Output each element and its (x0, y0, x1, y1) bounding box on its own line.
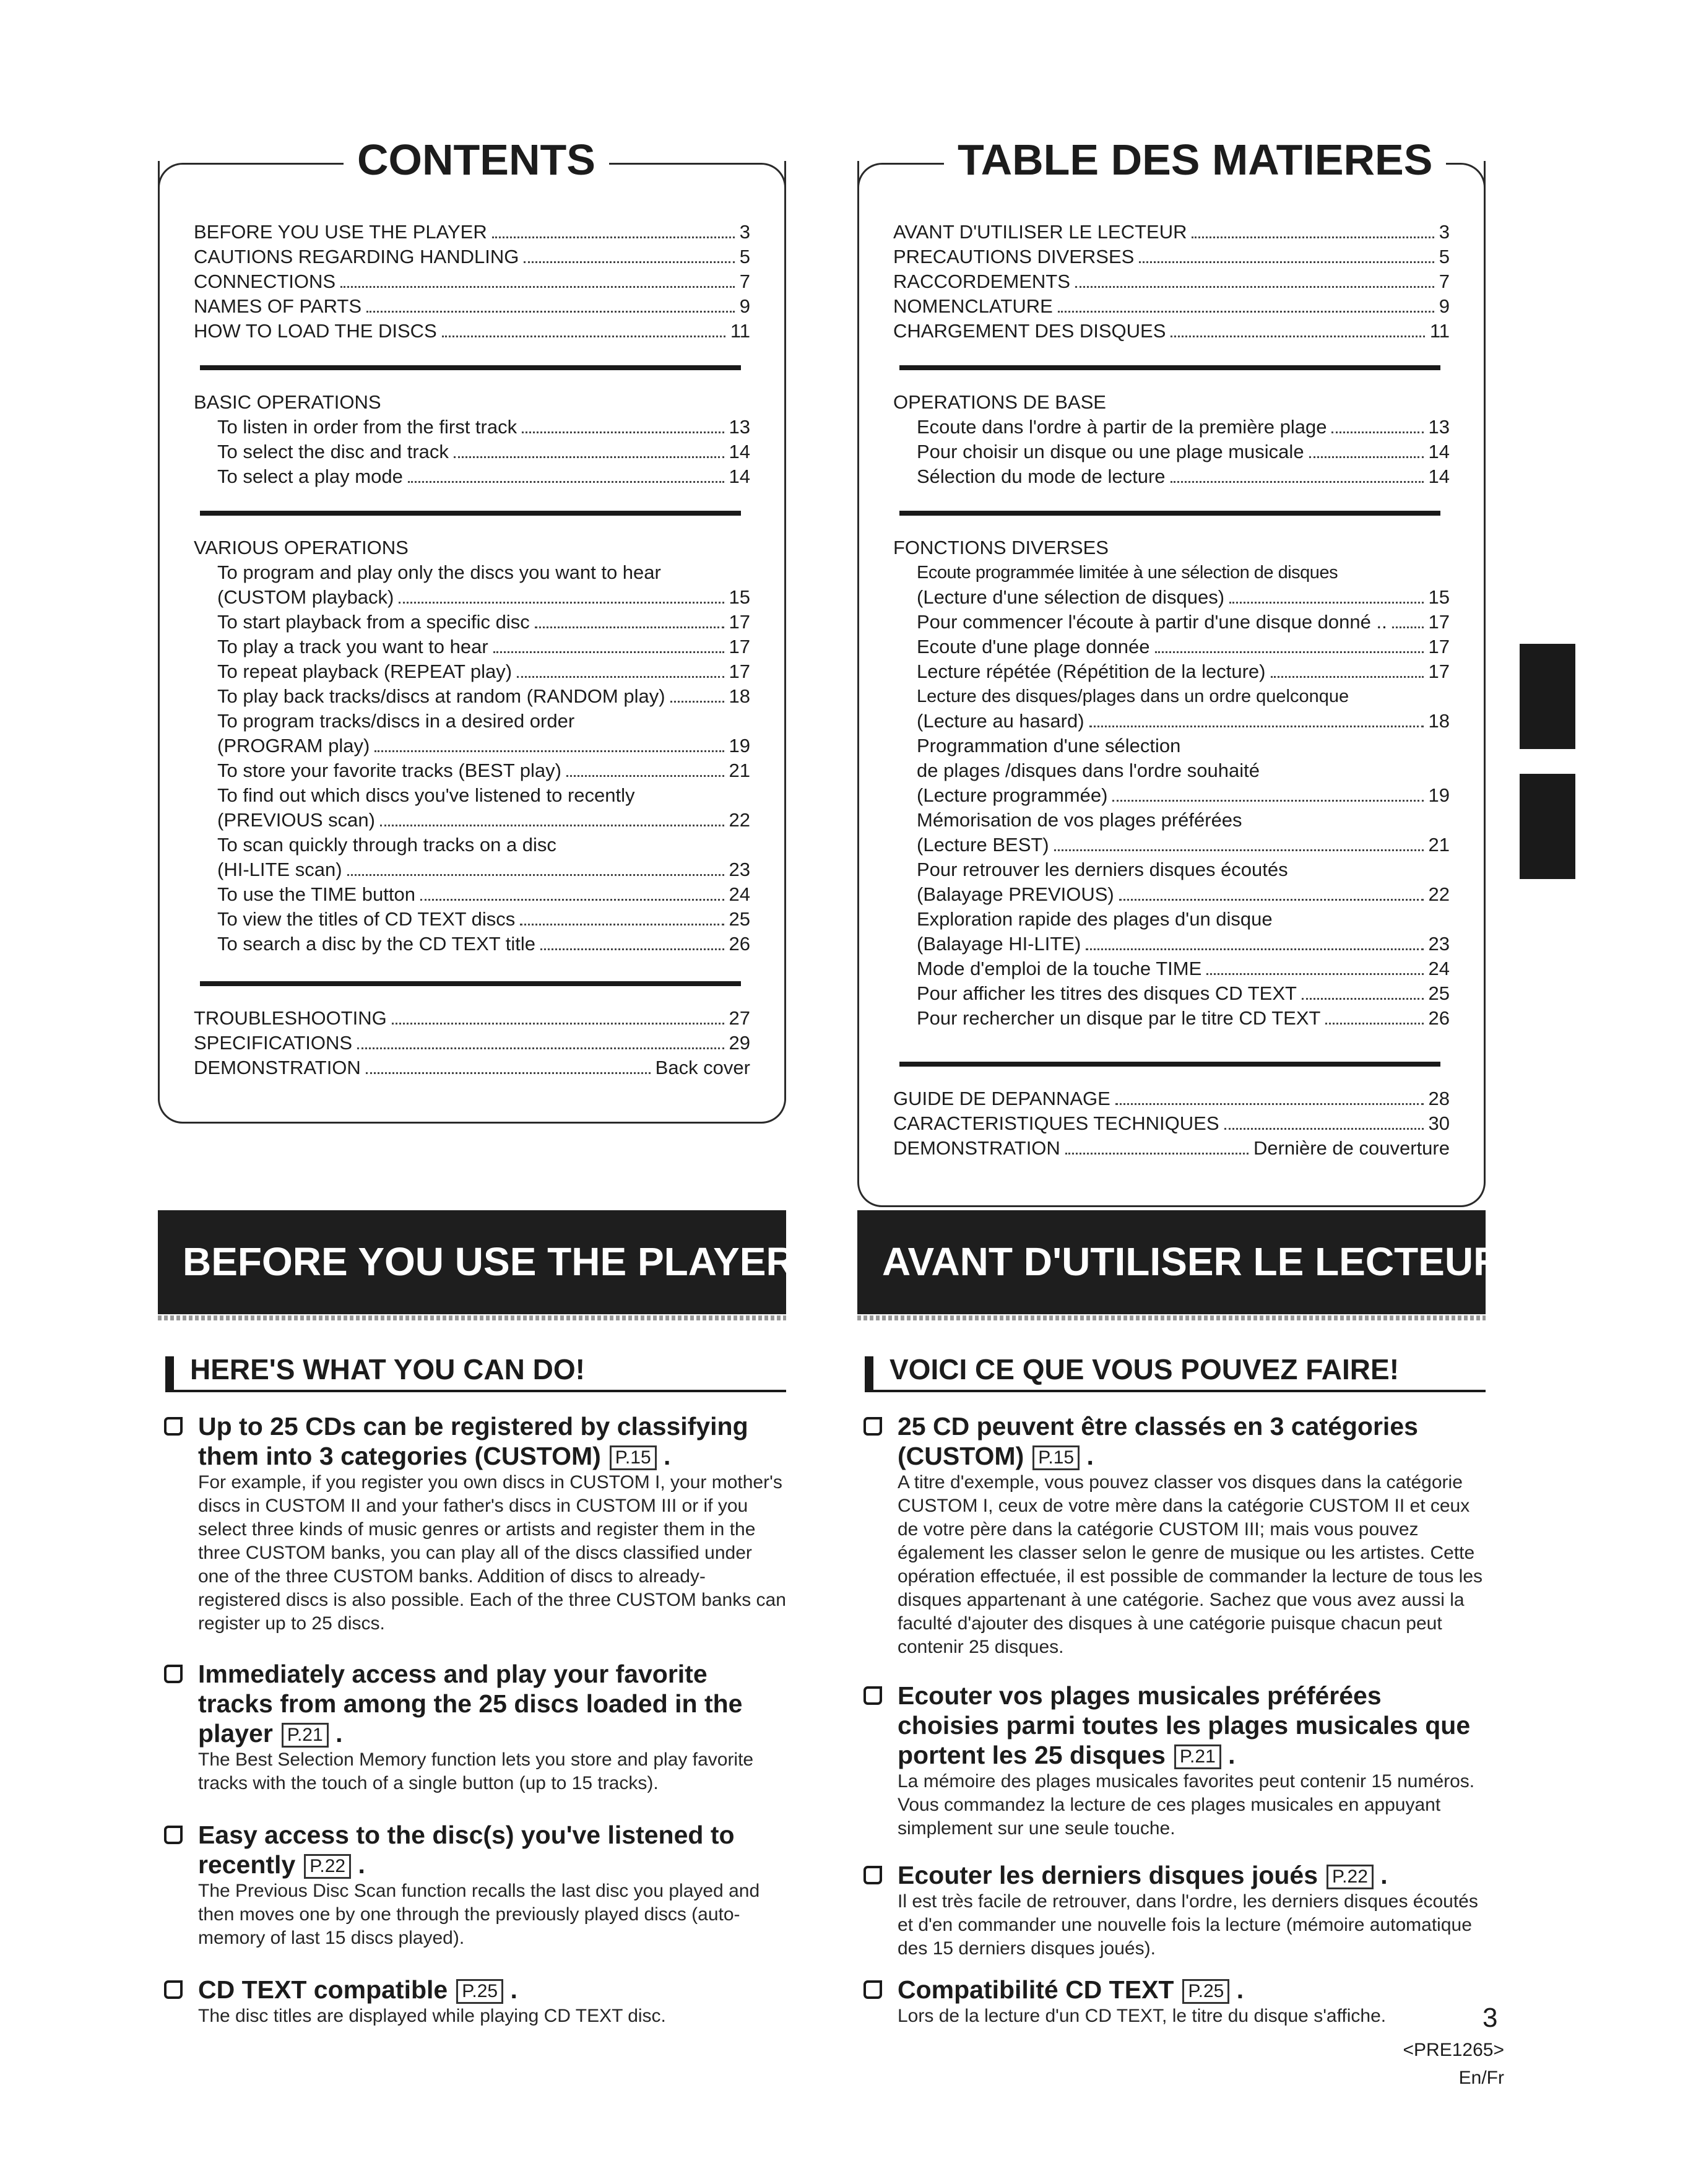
leader-dots (1112, 800, 1423, 802)
contents-title: CONTENTS (344, 135, 609, 184)
toc-entry (893, 1136, 1450, 1161)
feature-body: La mémoire des plages musicales favorites peut contenir 15 numéros. Vous commandez la lecture de ces plages musicales en appuyant simplement sur une seule touche. (898, 1771, 1475, 1839)
checkbox-icon (863, 1866, 882, 1884)
toc-entry-label: CARACTERISTIQUES TECHNIQUES (893, 1112, 1219, 1134)
toc-entry-page: 7 (739, 271, 750, 292)
leader-dots (670, 701, 724, 703)
toc-entry-label: To search a disc by the CD TEXT title (217, 933, 536, 955)
banner-title: BEFORE YOU USE THE PLAYER (183, 1239, 795, 1284)
toc-entry-label: To view the titles of CD TEXT discs (217, 908, 516, 930)
toc-entry (893, 783, 1450, 808)
toc-entry-page: 25 (1428, 982, 1450, 1004)
toc-entry-label: To listen in order from the first track (217, 416, 517, 438)
feature-favorite: Immediately access and play your favorite tracks from among the 25 discs loaded in the player P.21 . The Best Selection Memory function lets you store and play favorite tracks with the touch of a single button (up to 15 tracks). (164, 1659, 786, 1795)
page-ref: P.22 (304, 1854, 351, 1879)
toc-entry-page: 5 (739, 246, 750, 267)
toc-entry-page: 24 (729, 883, 750, 905)
toc-entry (893, 585, 1450, 610)
page-ref: P.25 (456, 1979, 503, 2004)
document-code: <PRE1265> (1403, 2040, 1504, 2060)
leader-dots (1229, 602, 1423, 604)
page-ref: P.25 (1182, 1979, 1229, 2004)
toc-entry-label: DEMONSTRATION (194, 1057, 361, 1078)
toc-entry-page: 22 (1428, 883, 1450, 905)
page-ref: P.15 (1032, 1445, 1080, 1470)
feature-head: Easy access to the disc(s) you've listened to recently (198, 1821, 735, 1879)
toc-entry-label: SPECIFICATIONS (194, 1032, 353, 1054)
matieres-box (857, 161, 1486, 1207)
toc-entry-page: 23 (1428, 933, 1450, 955)
toc-entry (893, 833, 1450, 857)
page-ref: P.22 (1327, 1865, 1374, 1889)
feature-head: Immediately access and play your favorite tracks from among the 25 discs loaded in the player (198, 1660, 743, 1748)
toc-entry (893, 269, 1450, 294)
leader-dots (540, 948, 724, 950)
matieres-group-1 (893, 220, 1450, 344)
toc-entry (893, 956, 1450, 981)
leader-dots (522, 431, 724, 433)
toc-entry-page: 29 (729, 1032, 750, 1054)
toc-entry-page: 5 (1439, 246, 1450, 267)
toc-entry-page: 24 (1428, 958, 1450, 979)
toc-entry (893, 709, 1450, 734)
leader-dots (357, 1047, 724, 1049)
feature-custom: Up to 25 CDs can be registered by classifying them into 3 categories (CUSTOM) P.15 . For example, if you register you own discs in CUSTOM I, your mother's discs in CUSTOM II and your father's discs in CUSTOM III or if you select three kinds of music genres or artists and register them in the three CUSTOM banks, you can play all of the discs classified under one of the three CUSTOM banks. Addition of discs to already-registered discs is also possible. Each of the three CUSTOM banks can register up to 25 discs. (164, 1411, 786, 1636)
operations-de-base-title: OPERATIONS DE BASE (893, 391, 1106, 413)
toc-entry (893, 981, 1450, 1006)
toc-line: To program tracks/discs in a desired order (217, 710, 575, 732)
leader-dots (1139, 261, 1434, 263)
toc-entry-label: Lecture répétée (Répétition de la lecture) (917, 661, 1266, 682)
leader-dots (1171, 336, 1424, 337)
toc-entry-label: NAMES OF PARTS (194, 295, 362, 317)
leader-dots (408, 481, 724, 483)
avant-utiliser-banner (857, 1210, 1502, 1314)
toc-entry-page: 15 (1428, 586, 1450, 608)
toc-entry-page: 27 (729, 1007, 750, 1029)
toc-entry (194, 1006, 750, 1031)
toc-entry (194, 659, 750, 684)
toc-entry (194, 758, 750, 783)
leader-dots (1075, 286, 1434, 288)
leader-dots (420, 899, 724, 901)
toc-entry-page: 14 (1428, 441, 1450, 462)
toc-entry-label: Pour commencer l'écoute à partir d'une disque donné .. (917, 611, 1387, 633)
before-you-use-banner (158, 1210, 795, 1314)
toc-entry-label: To store your favorite tracks (BEST play) (217, 760, 561, 781)
toc-entry-page: 22 (729, 809, 750, 831)
toc-entry-page: 18 (729, 685, 750, 707)
leader-dots (1302, 998, 1424, 1000)
toc-entry-label: Pour rechercher un disque par le titre CD TEXT (917, 1007, 1321, 1029)
feature-body: The Best Selection Memory function lets you store and play favorite tracks with the touch of a single button (up to 15 tracks). (198, 1749, 754, 1793)
feature-head: Ecouter vos plages musicales préférées choisies parmi toutes les plages musicales que portent les 25 disques (898, 1681, 1471, 1769)
toc-entry-label: To repeat playback (REPEAT play) (217, 661, 513, 682)
checkbox-icon (164, 1665, 183, 1683)
leader-dots (1089, 726, 1424, 727)
toc-entry-page: 28 (1428, 1088, 1450, 1109)
toc-line: To scan quickly through tracks on a disc (217, 834, 556, 856)
toc-entry-page: 13 (1428, 416, 1450, 438)
leader-dots (535, 626, 724, 628)
toc-entry-label: (CUSTOM playback) (217, 586, 394, 608)
toc-entry-label: To start playback from a specific disc (217, 611, 530, 633)
leader-dots (1309, 456, 1424, 458)
feature-favorite-fr: Ecouter vos plages musicales préférées choisies parmi toutes les plages musicales que portent les 25 disques P.21 . La mémoire des plages musicales favorites peut contenir 15 numéros. Vous commandez la lecture de ces plages musicales en appuyant simplement sur une seule touche. (863, 1681, 1486, 1840)
toc-entry (893, 1111, 1450, 1136)
toc-entry-page: 11 (730, 320, 750, 342)
toc-entry-page: 17 (729, 661, 750, 682)
leader-dots (1331, 431, 1423, 433)
toc-entry-label: (PROGRAM play) (217, 735, 370, 756)
toc-entry-page: Dernière de couverture (1253, 1137, 1450, 1159)
feature-body: Lors de la lecture d'un CD TEXT, le titre du disque s'affiche. (898, 2006, 1387, 2026)
toc-entry-page: 30 (1428, 1112, 1450, 1134)
leader-dots (366, 1072, 651, 1074)
toc-entry-label: HOW TO LOAD THE DISCS (194, 320, 437, 342)
toc-entry (893, 319, 1450, 344)
toc-entry (194, 440, 750, 464)
checkbox-icon (863, 1686, 882, 1705)
toc-entry-page: 21 (1428, 834, 1450, 856)
toc-entry (893, 415, 1450, 440)
leader-dots (1206, 973, 1423, 975)
checkbox-icon (164, 1826, 183, 1844)
toc-entry-page: 17 (1428, 661, 1450, 682)
toc-entry-label: Pour choisir un disque ou une plage musicale (917, 441, 1304, 462)
leader-dots (1058, 311, 1434, 313)
leader-dots (340, 286, 735, 288)
leader-dots (366, 311, 735, 313)
toc-line: Mémorisation de vos plages préférées (917, 809, 1242, 831)
toc-entry (194, 220, 750, 245)
toc-entry-label: PRECAUTIONS DIVERSES (893, 246, 1135, 267)
fonctions-diverses-title: FONCTIONS DIVERSES (893, 537, 1109, 558)
matieres-basic (893, 390, 1450, 489)
toc-entry-label: CAUTIONS REGARDING HANDLING (194, 246, 519, 267)
feature-head: Ecouter les derniers disques joués (898, 1861, 1318, 1889)
subheading-text: HERE'S WHAT YOU CAN DO! (190, 1353, 585, 1385)
toc-entry-label: To play a track you want to hear (217, 636, 488, 657)
toc-line: To program and play only the discs you want to hear (217, 561, 661, 583)
leader-dots (1086, 948, 1423, 950)
checkbox-icon (863, 1980, 882, 1999)
feature-cdtext: CD TEXT compatible P.25 . The disc titles are displayed while playing CD TEXT disc. (164, 1975, 786, 2028)
toc-entry-label: To select a play mode (217, 466, 403, 487)
feature-body: For example, if you register you own discs in CUSTOM I, your mother's discs in CUSTOM II and your father's discs in CUSTOM III or if you select three kinds of music genres or artists and register them in the three CUSTOM banks, you can play all of the discs classified under one of the three CUSTOM banks. Addition of discs to already-registered discs is also possible. Each of the three CUSTOM banks can register up to 25 discs. (198, 1472, 786, 1634)
feature-body: Il est très facile de retrouver, dans l'ordre, les derniers disques écoutés et d'en commander une nouvelle fois la lecture (mémoire automatique des 15 derniers disques joués). (898, 1891, 1478, 1959)
side-index-tab-english (1520, 644, 1575, 749)
checkbox-icon (164, 1980, 183, 1999)
toc-entry-label: (PREVIOUS scan) (217, 809, 375, 831)
toc-entry-page: 14 (729, 466, 750, 487)
toc-entry-label: TROUBLESHOOTING (194, 1007, 387, 1029)
feature-custom-fr: 25 CD peuvent être classés en 3 catégories (CUSTOM) P.15 . A titre d'exemple, vous pouvez classer vos disques dans la catégorie CUSTOM I, ceux de votre mère dans la catégorie CUSTOM II et ceux de votre père dans la catégorie CUSTOM III; mais vous pouvez également les classer selon le genre de musique ou les artistes. Cette opération effectuée, il est possible de commander la lecture de tous les disques appartenant à une catégorie. Sachez que vous avez aussi la faculté d'ajouter des disques à une catégorie puisque chacun peut contenir 25 disques. (863, 1411, 1486, 1659)
toc-entry (893, 635, 1450, 659)
leader-dots (517, 676, 724, 678)
page-ref: P.21 (1174, 1744, 1221, 1769)
leader-dots (1065, 1153, 1249, 1155)
feature-head: CD TEXT compatible (198, 1975, 448, 2004)
leader-dots (566, 775, 724, 777)
feature-cdtext-fr: Compatibilité CD TEXT P.25 . Lors de la lecture d'un CD TEXT, le titre du disque s'affiche. (863, 1975, 1486, 2028)
toc-line: Pour retrouver les derniers disques écoutés (917, 859, 1288, 880)
toc-line: Lecture des disques/plages dans un ordre quelconque (917, 687, 1349, 706)
feature-body: A titre d'exemple, vous pouvez classer vos disques dans la catégorie CUSTOM I, ceux de votre mère dans la catégorie CUSTOM II et ceux de votre père dans la catégorie CUSTOM III; mais vous pouvez également les classer selon le genre de musique ou les artistes. Cette opération effectuée, il est possible de commander la lecture de tous les disques appartenant à une catégorie. Sachez que vous avez aussi la faculté d'ajouter des disques à une catégorie puisque chacun peut contenir 25 disques. (898, 1472, 1482, 1657)
contents-basic (194, 390, 750, 489)
feature-previous: Easy access to the disc(s) you've listened to recently P.22 . The Previous Disc Scan function recalls the last disc you played and then moves one by one through the previously played discs (auto-memory of last 15 discs played). (164, 1820, 786, 1950)
leader-dots (1054, 849, 1424, 851)
toc-entry-page: 17 (729, 611, 750, 633)
toc-entry-label: To use the TIME button (217, 883, 415, 905)
toc-entry (194, 857, 750, 882)
feature-body: The Previous Disc Scan function recalls the last disc you played and then moves one by one through the previously played discs (auto-memory of last 15 discs played). (198, 1881, 760, 1948)
leader-dots (1155, 651, 1424, 653)
page-ref: P.21 (282, 1723, 329, 1748)
side-index-tab-french (1520, 774, 1575, 879)
page-number: 3 (1482, 2003, 1498, 2033)
toc-entry (194, 319, 750, 344)
toc-entry (194, 684, 750, 709)
leader-dots (520, 924, 724, 925)
toc-entry-page: 17 (1428, 636, 1450, 657)
toc-entry (893, 1086, 1450, 1111)
toc-entry-label: CONNECTIONS (194, 271, 336, 292)
toc-entry (194, 1055, 750, 1080)
toc-entry-label: Ecoute dans l'ordre à partir de la première plage (917, 416, 1327, 438)
toc-entry (194, 245, 750, 269)
toc-entry-page: 3 (739, 221, 750, 243)
toc-entry (893, 440, 1450, 464)
page-ref: P.15 (610, 1445, 657, 1470)
voici-heading (857, 1353, 1486, 1391)
language-tag: En/Fr (1458, 2068, 1504, 2088)
toc-entry-page: 23 (729, 859, 750, 880)
toc-entry-label: Sélection du mode de lecture (917, 466, 1166, 487)
toc-entry-label: RACCORDEMENTS (893, 271, 1070, 292)
leader-dots (1224, 1128, 1424, 1130)
toc-entry-label: CHARGEMENT DES DISQUES (893, 320, 1166, 342)
toc-entry (194, 1031, 750, 1055)
leader-dots (442, 336, 725, 337)
leader-dots (380, 825, 724, 826)
toc-entry (893, 1006, 1450, 1031)
toc-entry (194, 635, 750, 659)
toc-entry-label: AVANT D'UTILISER LE LECTEUR (893, 221, 1187, 243)
toc-entry-page: 3 (1439, 221, 1450, 243)
toc-line: Exploration rapide des plages d'un disque (917, 908, 1273, 930)
feature-previous-fr: Ecouter les derniers disques joués P.22 . Il est très facile de retrouver, dans l'ordre, les derniers disques écoutés et d'en commander une nouvelle fois la lecture (mémoire automatique des 15 derniers disques joués). (863, 1860, 1486, 1961)
toc-entry-page: 26 (729, 933, 750, 955)
toc-entry (893, 294, 1450, 319)
leader-dots (399, 602, 724, 604)
toc-entry-label: GUIDE DE DEPANNAGE (893, 1088, 1110, 1109)
toc-entry-label: To select the disc and track (217, 441, 449, 462)
toc-line: Ecoute programmée limitée à une sélection de disques (917, 563, 1338, 583)
toc-entry-page: 17 (1428, 611, 1450, 633)
toc-entry-page: 14 (1428, 466, 1450, 487)
toc-entry (194, 585, 750, 610)
toc-entry (194, 415, 750, 440)
basic-operations-title: BASIC OPERATIONS (194, 391, 381, 413)
toc-entry-page: 19 (1428, 784, 1450, 806)
toc-entry-page: 26 (1428, 1007, 1450, 1029)
toc-entry-page: 9 (1439, 295, 1450, 317)
toc-entry-page: 13 (729, 416, 750, 438)
toc-entry-page: 15 (729, 586, 750, 608)
toc-line: de plages /disques dans l'ordre souhaité (917, 760, 1260, 781)
toc-entry (194, 932, 750, 956)
contents-various (194, 535, 750, 956)
toc-entry-label: (Lecture d'une sélection de disques) (917, 586, 1225, 608)
toc-entry-label: Mode d'emploi de la touche TIME (917, 958, 1202, 979)
matieres-various (893, 535, 1450, 1031)
toc-entry (893, 932, 1450, 956)
feature-head: 25 CD peuvent être classés en 3 catégories (CUSTOM) (898, 1412, 1418, 1470)
leader-dots (374, 750, 724, 752)
whats-possible-heading (158, 1353, 786, 1391)
toc-entry (194, 269, 750, 294)
contents-end (194, 1006, 750, 1080)
toc-entry-page: 9 (739, 295, 750, 317)
toc-entry-page: 19 (729, 735, 750, 756)
various-operations-title: VARIOUS OPERATIONS (194, 537, 409, 558)
leader-dots (347, 874, 724, 876)
toc-entry-label: DEMONSTRATION (893, 1137, 1060, 1159)
toc-entry-label: (Lecture BEST) (917, 834, 1049, 856)
checkbox-icon (164, 1417, 183, 1436)
leader-dots (392, 1023, 724, 1025)
toc-entry-page: 18 (1428, 710, 1450, 732)
toc-entry-page: 7 (1439, 271, 1450, 292)
toc-entry-label: BEFORE YOU USE THE PLAYER (194, 221, 487, 243)
toc-entry (194, 610, 750, 635)
leader-dots (1115, 1103, 1424, 1105)
leader-dots (454, 456, 724, 458)
toc-entry (194, 882, 750, 907)
matieres-title: TABLE DES MATIERES (944, 135, 1446, 184)
toc-line: Programmation d'une sélection (917, 735, 1181, 756)
toc-entry (194, 294, 750, 319)
leader-dots (1271, 676, 1424, 678)
toc-entry (893, 882, 1450, 907)
toc-entry-label: NOMENCLATURE (893, 295, 1053, 317)
toc-entry-label: (Balayage PREVIOUS) (917, 883, 1114, 905)
toc-line: To find out which discs you've listened to recently (217, 784, 635, 806)
toc-entry-page: 21 (729, 760, 750, 781)
toc-entry-label: (Lecture au hasard) (917, 710, 1084, 732)
toc-entry-label: To play back tracks/discs at random (RANDOM play) (217, 685, 665, 707)
toc-entry (893, 610, 1450, 635)
leader-dots (492, 236, 735, 238)
toc-entry (194, 907, 750, 932)
leader-dots (1192, 236, 1434, 238)
feature-head: Compatibilité CD TEXT (898, 1975, 1174, 2004)
contents-group-1 (194, 220, 750, 344)
toc-entry-label: (Lecture programmée) (917, 784, 1108, 806)
toc-entry (194, 464, 750, 489)
toc-entry (893, 220, 1450, 245)
leader-dots (1392, 626, 1424, 628)
toc-entry-page: 25 (729, 908, 750, 930)
toc-entry-page: 17 (729, 636, 750, 657)
banner-title: AVANT D'UTILISER LE LECTEUR (882, 1239, 1502, 1284)
matieres-end (893, 1086, 1450, 1161)
contents-box (158, 161, 786, 1124)
toc-entry (194, 808, 750, 833)
leader-dots (1325, 1023, 1423, 1025)
leader-dots (1119, 899, 1424, 901)
subheading-text: VOICI CE QUE VOUS POUVEZ FAIRE! (889, 1353, 1400, 1385)
toc-entry-page: Back cover (655, 1057, 750, 1078)
toc-entry-label: Pour afficher les titres des disques CD TEXT (917, 982, 1297, 1004)
toc-entry (893, 659, 1450, 684)
toc-entry-label: (HI-LITE scan) (217, 859, 342, 880)
feature-body: The disc titles are displayed while playing CD TEXT disc. (198, 2006, 666, 2026)
toc-entry-page: 14 (729, 441, 750, 462)
toc-entry-label: (Balayage HI-LITE) (917, 933, 1081, 955)
feature-head: Up to 25 CDs can be registered by classifying them into 3 categories (CUSTOM) (198, 1412, 748, 1470)
toc-entry-page: 11 (1429, 320, 1450, 342)
leader-dots (524, 261, 734, 263)
checkbox-icon (863, 1417, 882, 1436)
toc-entry-label: Ecoute d'une plage donnée (917, 636, 1150, 657)
toc-entry (893, 464, 1450, 489)
leader-dots (1171, 481, 1424, 483)
toc-entry (194, 734, 750, 758)
leader-dots (493, 651, 724, 653)
toc-entry (893, 245, 1450, 269)
